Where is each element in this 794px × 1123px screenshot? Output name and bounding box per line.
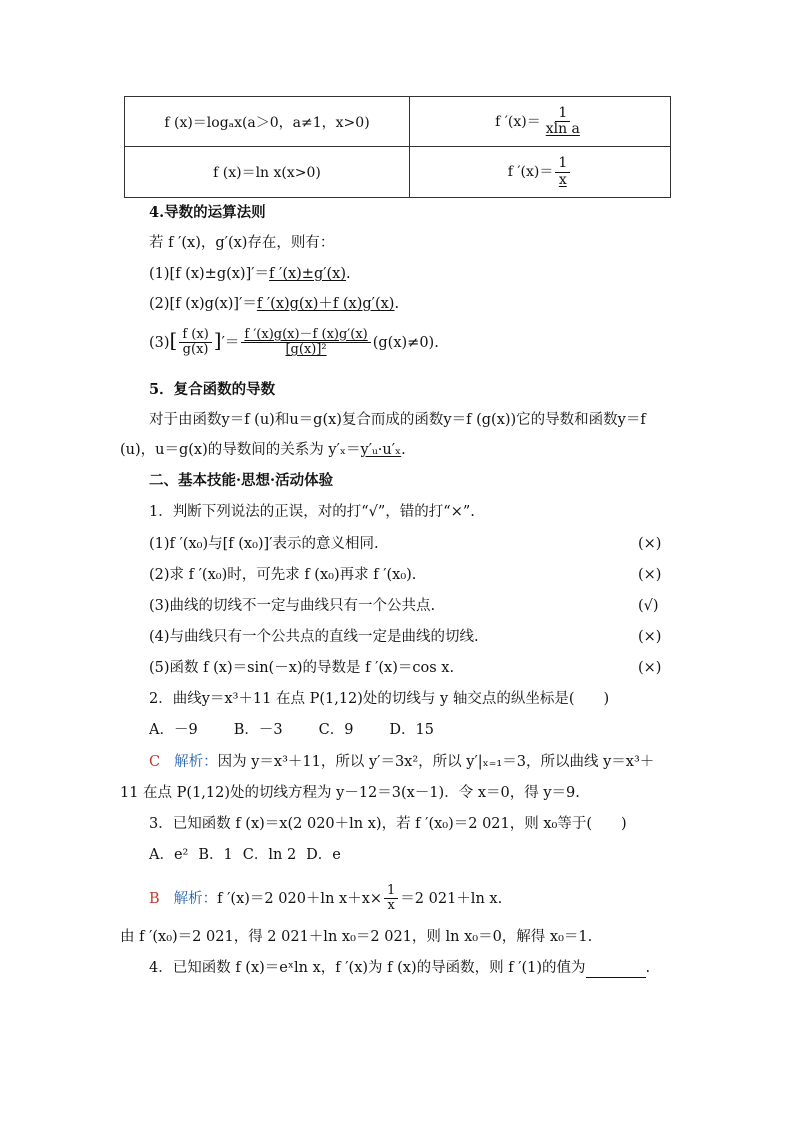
judge-item: (4)与曲线只有一个公共点的直线一定是曲线的切线. bbox=[149, 629, 479, 645]
rule-3 bbox=[149, 328, 439, 358]
fraction-numerator: f (x) bbox=[179, 328, 211, 343]
section-heading: 4.导数的运算法则 bbox=[149, 204, 266, 221]
table-cell-function bbox=[125, 97, 410, 147]
judge-mark: (×) bbox=[638, 536, 662, 552]
question-stem: 2．曲线y＝x³＋11 在点 P(1,12)处的切线与 y 轴交点的纵坐标是( ) bbox=[149, 691, 610, 707]
rule-answer: f ′(x)±g′(x) bbox=[269, 266, 347, 282]
judge-mark: (×) bbox=[638, 660, 662, 676]
rule-answer: f ′(x)g(x)＋f (x)g′(x) bbox=[256, 296, 395, 312]
option-d: D．15 bbox=[389, 722, 434, 738]
fraction-numerator: 1 bbox=[555, 106, 570, 122]
derivative-prefix: f ′(x)＝ bbox=[495, 113, 541, 130]
fraction-denominator: xln a bbox=[545, 121, 580, 137]
fraction-denominator: [g(x)]² bbox=[285, 342, 327, 358]
derivative-prefix: f ′(x)＝ bbox=[507, 164, 554, 180]
judge-mark: (×) bbox=[638, 567, 662, 583]
option-b: B．1 bbox=[198, 847, 233, 863]
rule-text: (3) bbox=[149, 334, 170, 351]
rule-end: . bbox=[346, 266, 351, 282]
rule-text: (2)[f (x)g(x)]′＝ bbox=[149, 296, 257, 312]
judge-mark: (√) bbox=[638, 598, 659, 614]
solution-text: ＝2 021＋ln x. bbox=[400, 890, 503, 907]
question-stem: 3．已知函数 f (x)＝x(2 020＋ln x)，若 f ′(x₀)＝2 021，则 x₀等于( ) bbox=[149, 816, 627, 832]
judge-item: (5)函数 f (x)＝sin(－x)的导数是 f ′(x)＝cos x. bbox=[149, 660, 455, 676]
option-c: C．ln 2 bbox=[242, 847, 297, 863]
fraction bbox=[555, 156, 570, 188]
answer-fraction bbox=[241, 328, 370, 358]
fraction bbox=[543, 106, 583, 138]
fraction-numerator: 1 bbox=[555, 156, 570, 172]
table-row bbox=[125, 147, 671, 198]
question-stem: 1．判断下列说法的正误，对的打“√”，错的打“×”. bbox=[149, 504, 475, 520]
solution-line bbox=[149, 884, 502, 914]
options-row bbox=[149, 720, 470, 740]
question-text: 4．已知函数 f (x)＝eˣln x，f ′(x)为 f (x)的导函数，则 f ′(1)的值为 bbox=[149, 960, 586, 976]
judge-mark: (×) bbox=[638, 629, 662, 645]
judge-item: (1)f ′(x₀)与[f (x₀)]′表示的意义相同. bbox=[149, 536, 379, 552]
solution-line bbox=[149, 752, 654, 772]
table-cell-function bbox=[125, 147, 410, 198]
rule-1 bbox=[149, 264, 351, 284]
solution-line: 由 f ′(x₀)＝2 021，得 2 021＋ln x₀＝2 021，则 ln x₀＝0，解得 x₀＝1. bbox=[120, 929, 593, 945]
solution-text: f ′(x)＝2 020＋ln x＋x× bbox=[217, 890, 383, 907]
table-cell-derivative bbox=[410, 97, 671, 147]
solution-line: 11 在点 P(1,12)处的切线方程为 y－12＝3(x－1)．令 x＝0，得 y＝9. bbox=[120, 785, 580, 801]
fraction-denominator: g(x) bbox=[182, 342, 209, 358]
paragraph-end: . bbox=[401, 442, 406, 458]
answer-blank[interactable] bbox=[586, 963, 646, 978]
fraction-numerator: 1 bbox=[384, 884, 398, 899]
answer-letter: B bbox=[149, 890, 160, 907]
option-a: A．－9 bbox=[149, 722, 198, 738]
question-stem bbox=[149, 958, 650, 978]
fraction bbox=[384, 884, 398, 914]
fraction-denominator: x bbox=[387, 898, 395, 914]
paragraph bbox=[120, 440, 406, 460]
fraction bbox=[179, 328, 211, 358]
option-a: A．e² bbox=[149, 847, 189, 863]
ln-function-text: f (x)＝ln x(x>0) bbox=[213, 165, 321, 181]
table-cell-derivative bbox=[410, 147, 671, 198]
rule-end: . bbox=[394, 296, 400, 312]
bracket: [ bbox=[169, 327, 178, 352]
question-end: . bbox=[645, 960, 651, 976]
solution-label: 解析： bbox=[173, 890, 218, 907]
log-function-text: f (x)＝logₐx(a＞0，a≠1，x>0) bbox=[164, 114, 370, 131]
solution-label: 解析： bbox=[174, 754, 218, 770]
fraction-numerator: f ′(x)g(x)－f (x)g′(x) bbox=[241, 328, 370, 343]
section-heading: 二、基本技能·思想·活动体验 bbox=[149, 472, 334, 489]
judge-item: (2)求 f ′(x₀)时，可先求 f (x₀)再求 f ′(x₀). bbox=[149, 567, 417, 583]
section-heading: 5．复合函数的导数 bbox=[149, 381, 276, 398]
bracket: ] bbox=[213, 327, 222, 352]
options-row bbox=[149, 845, 351, 865]
rule-2 bbox=[149, 294, 399, 314]
option-b: B．－3 bbox=[233, 722, 283, 738]
judge-item: (3)曲线的切线不一定与曲线只有一个公共点. bbox=[149, 598, 436, 614]
table-row bbox=[125, 97, 671, 147]
solution-text: 因为 y＝x³＋11，所以 y′＝3x²，所以 y′|ₓ₌₁＝3，所以曲线 y＝x³＋ bbox=[217, 754, 655, 770]
paragraph: 若 f ′(x)，g′(x)存在，则有： bbox=[149, 235, 335, 251]
paragraph-answer: y′ᵤ·u′ₓ bbox=[360, 442, 402, 458]
rule-text: ′＝ bbox=[221, 334, 240, 351]
derivative-formula-table bbox=[124, 96, 671, 198]
option-c: C．9 bbox=[318, 722, 354, 738]
paragraph: 对于由函数y＝f (u)和u＝g(x)复合而成的函数y＝f (g(x))它的导数和函数y＝f bbox=[149, 412, 646, 428]
paragraph-text: (u)，u＝g(x)的导数间的关系为 y′ₓ＝ bbox=[120, 442, 361, 458]
fraction-denominator: x bbox=[558, 171, 567, 188]
rule-end: (g(x)≠0). bbox=[372, 334, 439, 351]
option-d: D．e bbox=[306, 847, 341, 863]
answer-letter: C bbox=[149, 754, 161, 770]
rule-text: (1)[f (x)±g(x)]′＝ bbox=[149, 266, 270, 282]
